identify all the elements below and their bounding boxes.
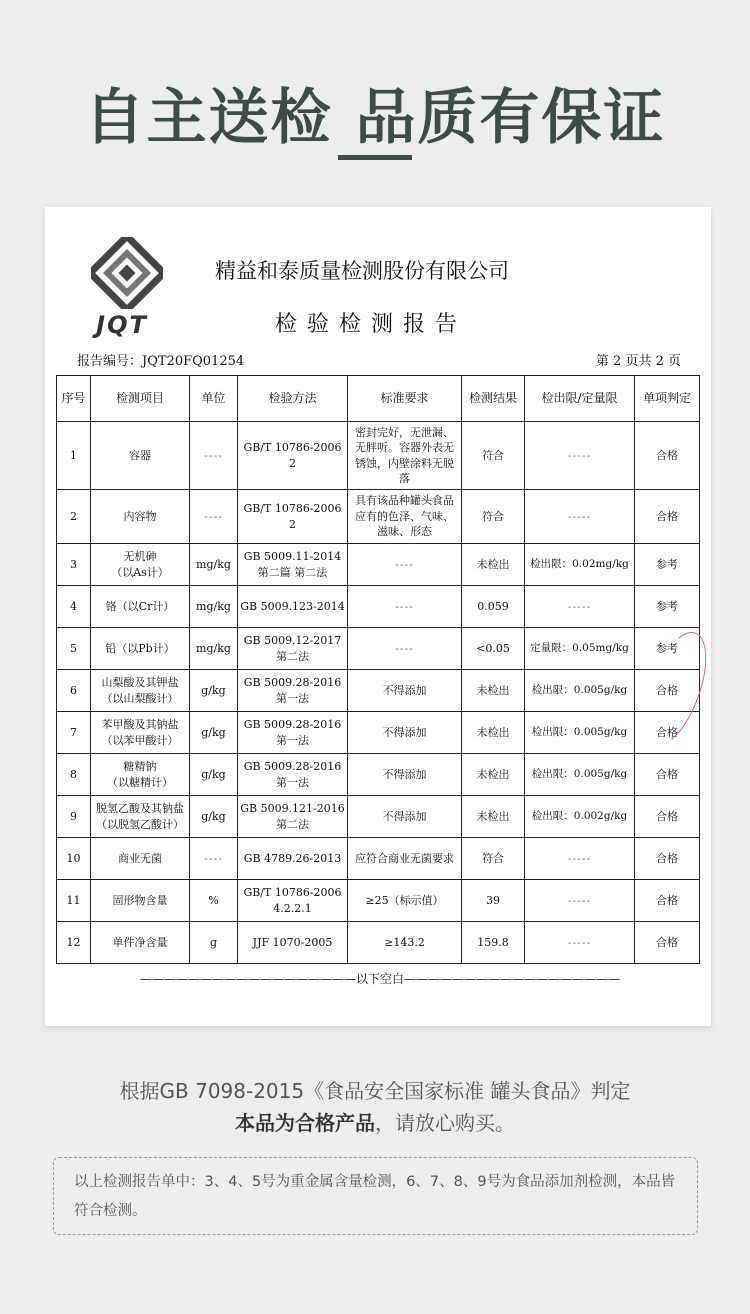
- report-number: [77, 350, 244, 369]
- cell-no-text: 6: [70, 683, 77, 697]
- column-header: 单位: [190, 376, 238, 422]
- cell-requirement-text: 不得添加: [382, 809, 427, 823]
- table-row: [57, 838, 700, 880]
- cell-item-text: （以As计）: [111, 565, 169, 579]
- cell-result: [462, 880, 525, 922]
- cell-result-text: 39: [486, 893, 500, 907]
- cell-verdict: [635, 586, 700, 628]
- cell-verdict-text: 合格: [656, 935, 678, 949]
- cell-requirement-text: 具有该品种罐头食品应有的色泽、气味、滋味、形态: [355, 494, 454, 539]
- cell-limit-text: 检出限：0.005g/kg: [531, 726, 628, 739]
- cell-no: [57, 490, 91, 544]
- cell-item: [91, 712, 190, 754]
- table-header-row: [57, 376, 700, 422]
- cell-verdict-text: 合格: [656, 851, 678, 865]
- cell-verdict: [635, 754, 700, 796]
- cell-method: [238, 796, 348, 838]
- cell-limit: [525, 880, 635, 922]
- cell-requirement-text: 不得添加: [382, 767, 427, 781]
- cell-method-text: 4.2.2.1: [273, 901, 312, 915]
- cell-unit-text: ----: [204, 448, 223, 462]
- cell-limit: [525, 628, 635, 670]
- note-text: 以上检测报告单中：3、4、5号为重金属含量检测，6、7、8、9号为食品添加剂检测，本品皆符合检测。: [74, 1174, 676, 1219]
- report-title: 检验检测报告: [275, 312, 468, 337]
- column-header: 单项判定: [635, 376, 700, 422]
- cell-result: [462, 838, 525, 880]
- cell-method-text: 第二法: [276, 817, 309, 831]
- cell-method-text: GB 5009.11-2014: [243, 550, 342, 564]
- cell-unit: [190, 922, 238, 964]
- cell-limit: [525, 922, 635, 964]
- cell-limit: [525, 796, 635, 838]
- cell-item-text: （以苯甲酸计）: [101, 733, 179, 747]
- cell-requirement: [348, 922, 462, 964]
- cell-unit-text: g/kg: [201, 725, 226, 739]
- cell-requirement: [348, 422, 462, 490]
- cell-verdict-text: 合格: [656, 809, 678, 823]
- cell-unit: [190, 670, 238, 712]
- cell-no-text: 1: [70, 448, 77, 462]
- cell-no-text: 7: [70, 725, 77, 739]
- blank-below-line: ——————————————————以下空白——————————————————: [139, 972, 620, 986]
- company-name: 精益和泰质量检测股份有限公司: [215, 259, 509, 283]
- cell-verdict: [635, 544, 700, 586]
- cell-item-text: 单件净含量: [112, 935, 168, 949]
- cell-method: [238, 838, 348, 880]
- cell-no: [57, 628, 91, 670]
- cell-verdict-text: 参考: [656, 599, 678, 613]
- cell-result-text: 未检出: [476, 557, 510, 571]
- cell-method: [238, 922, 348, 964]
- cell-method: [238, 628, 348, 670]
- cell-result: [462, 670, 525, 712]
- cell-verdict: [635, 838, 700, 880]
- cell-item-text: 容器: [129, 448, 151, 462]
- conclusion-line1: 根据GB 7098-2015《食品安全国家标准 罐头食品》判定: [119, 1079, 631, 1103]
- cell-verdict-text: 合格: [656, 767, 678, 781]
- cell-result: [462, 796, 525, 838]
- headline: [0, 70, 750, 156]
- cell-item-text: 山梨酸及其钾盐: [101, 676, 179, 690]
- conclusion-line2: [0, 1107, 750, 1139]
- cell-requirement: [348, 712, 462, 754]
- cell-limit-text: 检出限：0.02mg/kg: [530, 558, 629, 571]
- table-row: [57, 586, 700, 628]
- cell-no: [57, 838, 91, 880]
- cell-method-text: GB 5009.121-2016: [240, 802, 345, 816]
- cell-method-text: GB 5009.28-2016: [243, 718, 342, 732]
- column-header: 检测结果: [462, 376, 525, 422]
- cell-item-text: 内容物: [123, 509, 157, 523]
- cell-requirement: [348, 796, 462, 838]
- cell-result-text: 0.059: [477, 599, 509, 613]
- cell-result-text: 符合: [482, 851, 504, 865]
- page-info: 第 2 页共 2 页: [595, 354, 681, 369]
- cell-requirement: [348, 490, 462, 544]
- cell-verdict: [635, 796, 700, 838]
- cell-result-text: <0.05: [476, 641, 510, 655]
- column-header: 检验方法: [238, 376, 348, 422]
- cell-no-text: 8: [70, 767, 77, 781]
- column-header: 序号: [57, 376, 91, 422]
- headline-underline: [338, 155, 412, 160]
- cell-limit-text: -----: [567, 509, 592, 523]
- cell-requirement-text: 应符合商业无菌要求: [355, 851, 454, 865]
- cell-item-text: 铅（以Pb计）: [105, 641, 175, 655]
- cell-limit-text: -----: [567, 935, 592, 949]
- cell-result: [462, 544, 525, 586]
- table-row: [57, 796, 700, 838]
- cell-limit-text: -----: [567, 599, 592, 613]
- cell-item: [91, 490, 190, 544]
- cell-limit: [525, 586, 635, 628]
- table-row: [57, 922, 700, 964]
- cell-requirement: [348, 880, 462, 922]
- cell-limit: [525, 422, 635, 490]
- cell-no-text: 4: [70, 599, 77, 613]
- cell-item: [91, 670, 190, 712]
- cell-method-text: 第一法: [276, 775, 309, 789]
- cell-requirement-text: ----: [395, 641, 414, 655]
- cell-no: [57, 586, 91, 628]
- cell-result-text: 未检出: [476, 725, 510, 739]
- cell-result-text: 未检出: [476, 809, 510, 823]
- headline-part1: 自主送检: [84, 83, 333, 153]
- cell-requirement: [348, 586, 462, 628]
- cell-requirement: [348, 670, 462, 712]
- cell-method: [238, 880, 348, 922]
- cell-method-text: 第二法: [276, 649, 309, 663]
- cell-result-text: 未检出: [476, 683, 510, 697]
- table-row: [57, 628, 700, 670]
- cell-requirement-text: ----: [395, 599, 414, 613]
- cell-method-text: GB 5009.12-2017: [243, 634, 342, 648]
- cell-unit-text: ----: [204, 509, 223, 523]
- cell-item: [91, 838, 190, 880]
- cell-item-text: 苯甲酸及其钠盐: [101, 718, 179, 732]
- cell-method-text: GB 5009.28-2016: [243, 676, 342, 690]
- cell-unit: [190, 422, 238, 490]
- jqt-logo-icon: [91, 237, 163, 309]
- cell-item-text: （以脱氢乙酸计）: [96, 817, 184, 831]
- cell-no: [57, 754, 91, 796]
- cell-unit-text: g/kg: [201, 683, 226, 697]
- cell-unit: [190, 544, 238, 586]
- cell-method-text: GB/T 10786-2006: [243, 886, 342, 900]
- cell-no: [57, 544, 91, 586]
- cell-no: [57, 670, 91, 712]
- cell-method-text: 第二篇 第二法: [257, 565, 328, 579]
- cell-item-text: 糖精钠: [123, 760, 157, 774]
- cell-unit-text: g: [209, 935, 218, 949]
- cell-result: [462, 422, 525, 490]
- cell-item-text: 商业无菌: [118, 851, 162, 865]
- cell-item-text: （以山梨酸计）: [101, 691, 179, 705]
- cell-method: [238, 712, 348, 754]
- column-header: 检测项目: [91, 376, 190, 422]
- table-row: [57, 754, 700, 796]
- cell-no-text: 11: [66, 893, 81, 907]
- cell-requirement: [348, 754, 462, 796]
- cell-no: [57, 422, 91, 490]
- cell-result-text: 159.8: [477, 935, 509, 949]
- cell-item-text: 固形物含量: [112, 893, 168, 907]
- cell-unit-text: g/kg: [201, 809, 226, 823]
- cell-method-text: GB 5009.123-2014: [240, 599, 345, 613]
- cell-no: [57, 712, 91, 754]
- table-row: [57, 422, 700, 490]
- cell-no-text: 12: [66, 935, 81, 949]
- cell-item: [91, 880, 190, 922]
- conclusion-rest: ，请放心购买。: [375, 1111, 515, 1135]
- cell-limit-text: -----: [567, 851, 592, 865]
- cell-item: [91, 544, 190, 586]
- cell-item-text: 无机砷: [123, 550, 157, 564]
- cell-limit: [525, 838, 635, 880]
- cell-unit: [190, 586, 238, 628]
- cell-no-text: 5: [70, 641, 77, 655]
- cell-requirement: [348, 628, 462, 670]
- cell-item: [91, 922, 190, 964]
- cell-item-text: 脱氢乙酸及其钠盐: [96, 802, 184, 816]
- column-header: 检出限/定量限: [525, 376, 635, 422]
- table-row: [57, 712, 700, 754]
- cell-unit-text: mg/kg: [196, 557, 231, 571]
- cell-requirement-text: ≥25（标示值）: [365, 893, 444, 907]
- cell-result-text: 符合: [482, 448, 504, 462]
- cell-method: [238, 754, 348, 796]
- cell-limit-text: 检出限：0.002g/kg: [531, 810, 628, 823]
- report-number-label: 报告编号：: [77, 354, 143, 369]
- conclusion-bold: 本品为合格产品: [235, 1111, 375, 1135]
- cell-unit: [190, 754, 238, 796]
- cell-item: [91, 796, 190, 838]
- cell-unit-text: %: [208, 893, 219, 907]
- cell-no: [57, 796, 91, 838]
- cell-limit: [525, 670, 635, 712]
- cell-item: [91, 586, 190, 628]
- headline-part2: 品质有保证: [355, 83, 666, 153]
- cell-result: [462, 586, 525, 628]
- cell-result: [462, 712, 525, 754]
- cell-verdict-text: 合格: [656, 893, 678, 907]
- cell-result: [462, 628, 525, 670]
- table-row: [57, 490, 700, 544]
- cell-limit-text: -----: [567, 893, 592, 907]
- cell-requirement: [348, 544, 462, 586]
- cell-verdict-text: 合格: [656, 509, 678, 523]
- cell-requirement-text: ≥143.2: [384, 935, 425, 949]
- cell-method: [238, 490, 348, 544]
- cell-method-text: GB 4789.26-2013: [243, 851, 342, 865]
- column-header: 标准要求: [348, 376, 462, 422]
- cell-limit: [525, 712, 635, 754]
- cell-unit-text: g/kg: [201, 767, 226, 781]
- cell-requirement-text: ----: [395, 557, 414, 571]
- cell-no-text: 2: [70, 509, 77, 523]
- cell-verdict-text: 参考: [656, 557, 678, 571]
- report-number-value: JQT20FQ01254: [142, 354, 245, 369]
- cell-no-text: 10: [66, 851, 81, 865]
- cell-unit: [190, 838, 238, 880]
- cell-result-text: 未检出: [476, 767, 510, 781]
- cell-unit-text: ----: [204, 851, 223, 865]
- cell-item: [91, 422, 190, 490]
- cell-verdict-text: 合格: [656, 448, 678, 462]
- cell-verdict-text: 合格: [656, 683, 678, 697]
- cell-method: [238, 422, 348, 490]
- cell-no: [57, 880, 91, 922]
- cell-unit: [190, 880, 238, 922]
- cell-result: [462, 490, 525, 544]
- cell-method: [238, 544, 348, 586]
- conclusion: [0, 1075, 750, 1139]
- cell-requirement-text: 不得添加: [382, 725, 427, 739]
- cell-limit: [525, 754, 635, 796]
- cell-requirement: [348, 838, 462, 880]
- cell-unit: [190, 712, 238, 754]
- cell-unit: [190, 628, 238, 670]
- cell-limit: [525, 490, 635, 544]
- cell-verdict-text: 参考: [656, 641, 678, 655]
- cell-method-text: JJF 1070-2005: [252, 935, 333, 949]
- table-row: [57, 544, 700, 586]
- cell-result-text: 符合: [482, 509, 504, 523]
- results-table: [56, 375, 700, 964]
- cell-verdict-text: 合格: [656, 725, 678, 739]
- cell-method-text: GB/T 10786-2006 2: [243, 441, 342, 470]
- cell-method-text: GB/T 10786-2006 2: [243, 502, 342, 531]
- cell-item: [91, 628, 190, 670]
- logo-text: JQT: [96, 311, 148, 339]
- cell-item: [91, 754, 190, 796]
- cell-method: [238, 670, 348, 712]
- cell-item-text: （以糖精计）: [107, 775, 173, 789]
- cell-requirement-text: 密封完好，无泄漏、无胖听。容器外表无锈蚀，内壁涂料无脱落: [355, 425, 454, 485]
- table-row: [57, 880, 700, 922]
- cell-result: [462, 754, 525, 796]
- cell-limit-text: 定量限：0.05mg/kg: [530, 642, 629, 655]
- cell-unit: [190, 490, 238, 544]
- cell-unit-text: mg/kg: [196, 641, 231, 655]
- cell-method-text: 第一法: [276, 691, 309, 705]
- table-row: [57, 670, 700, 712]
- cell-unit: [190, 796, 238, 838]
- test-report: [45, 207, 711, 1026]
- cell-no-text: 3: [70, 557, 77, 571]
- cell-requirement-text: 不得添加: [382, 683, 427, 697]
- cell-method: [238, 586, 348, 628]
- cell-limit-text: 检出限：0.005g/kg: [531, 684, 628, 697]
- cell-verdict: [635, 880, 700, 922]
- cell-limit-text: -----: [567, 448, 592, 462]
- cell-limit-text: 检出限：0.005g/kg: [531, 768, 628, 781]
- cell-verdict: [635, 422, 700, 490]
- cell-no: [57, 922, 91, 964]
- cell-no-text: 9: [70, 809, 77, 823]
- cell-unit-text: mg/kg: [196, 599, 231, 613]
- cell-result: [462, 922, 525, 964]
- cell-method-text: GB 5009.28-2016: [243, 760, 342, 774]
- cell-method-text: 第一法: [276, 733, 309, 747]
- cell-verdict: [635, 922, 700, 964]
- cell-verdict: [635, 490, 700, 544]
- cell-limit: [525, 544, 635, 586]
- cell-item-text: 铬（以Cr计）: [105, 599, 175, 613]
- note-box: [53, 1157, 698, 1235]
